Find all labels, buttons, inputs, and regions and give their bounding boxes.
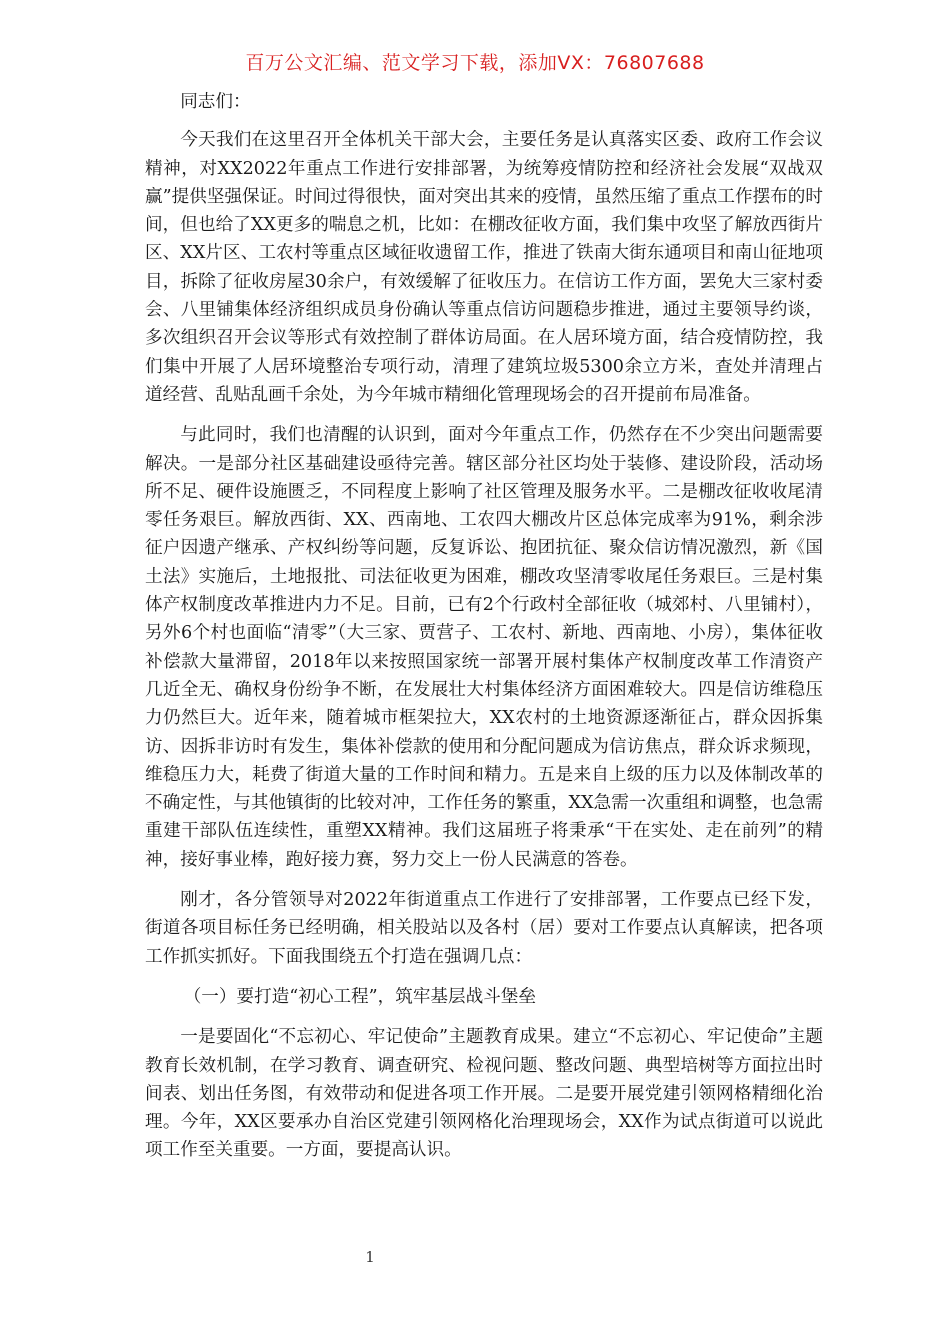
- salutation: 同志们：: [180, 92, 251, 112]
- watermark-header: 百万公文汇编、范文学习下载，添加VX：76807688: [245, 52, 705, 74]
- paragraph-2: 与此同时，我们也清醒的认识到，面对今年重点工作，仍然存在不少突出问题需要解决。一是部分社区基础建设亟待完善。辖区部分社区均处于装修、建设阶段，活动场所不足、硬件设施匮乏，不同程度上影响了社区管理及服务水平。二是棚改征收收尾清零任务艰巨。解放西街、XX、西南地、工农四大棚改片区总体完成率为91%，剩余涉征户因遗产继承、产权纠纷等问题，反复诉讼、抱团抗征、聚众信访情况激烈，新《国土法》实施后，土地报批、司法征收更为困难，棚改攻坚清零收尾任务艰巨。三是村集体产权制度改革推进内力不足。目前，已有2个行政村全部征收（城郊村、八里铺村），另外6个村也面临“清零”（大三家、贾营子、工农村、新地、西南地、小房），集体征收补偿款大量滞留，2018年以来按照国家统一部署开展村集体产权制度改革工作清资产几近全无、确权身份纷争不断，在发展壮大村集体经济方面困难较大。四是信访维稳压力仍然巨大。近年来，随着城市框架拉大，XX农村的土地资源逐渐征占，群众因拆集访、因拆非访时有发生，集体补偿款的使用和分配问题成为信访焦点，群众诉求频现，维稳压力大，耗费了街道大量的工作时间和精力。五是来自上级的压力以及体制改革的不确定性，与其他镇街的比较对冲，工作任务的繁重，XX急需一次重组和调整，也急需重建干部队伍连续性，重塑XX精神。我们这届班子将秉承“干在实处、走在前列”的精神，接好事业棒，跑好接力赛，努力交上一份人民满意的答卷。: [145, 425, 823, 870]
- section-subheading: （一）要打造“初心工程”，筑牢基层战斗堡垒: [183, 986, 536, 1007]
- paragraph-3: 刚才，各分管领导对2022年街道重点工作进行了安排部署，工作要点已经下发，街道各项目标任务已经明确，相关股站以及各村（居）要对工作要点认真解读，把各项工作抓实抓好。下面我围绕五个打造在强调几点：: [145, 890, 823, 967]
- page-number: 1: [365, 1248, 375, 1266]
- document-body: [145, 88, 823, 1165]
- paragraph-1: 今天我们在这里召开全体机关干部大会，主要任务是认真落实区委、政府工作会议精神，对XX2022年重点工作进行安排部署，为统筹疫情防控和经济社会发展“双战双赢”提供坚强保证。时间过得很快，面对突出其来的疫情，虽然压缩了重点工作摆布的时间，但也给了XX更多的喘息之机，比如：在棚改征收方面，我们集中攻坚了解放西街片区、XX片区、工农村等重点区域征收遗留工作，推进了铁南大街东通项目和南山征地项目，拆除了征收房屋30余户，有效缓解了征收压力。在信访工作方面，罢免大三家村委会、八里铺集体经济组织成员身份确认等重点信访问题稳步推进，通过主要领导约谈，多次组织召开会议等形式有效控制了群体访局面。在人居环境方面，结合疫情防控，我们集中开展了人居环境整治专项行动，清理了建筑垃圾5300余立方米，查处并清理占道经营、乱贴乱画千余处，为今年城市精细化管理现场会的召开提前布局准备。: [145, 130, 823, 405]
- paragraph-4: 一是要固化“不忘初心、牢记使命”主题教育成果。建立“不忘初心、牢记使命”主题教育长效机制，在学习教育、调查研究、检视问题、整改问题、典型培树等方面拉出时间表、划出任务图，有效带动和促进各项工作开展。二是要开展党建引领网格精细化治理。今年，XX区要承办自治区党建引领网格化治理现场会，XX作为试点街道可以说此项工作至关重要。一方面，要提高认识。: [145, 1027, 823, 1161]
